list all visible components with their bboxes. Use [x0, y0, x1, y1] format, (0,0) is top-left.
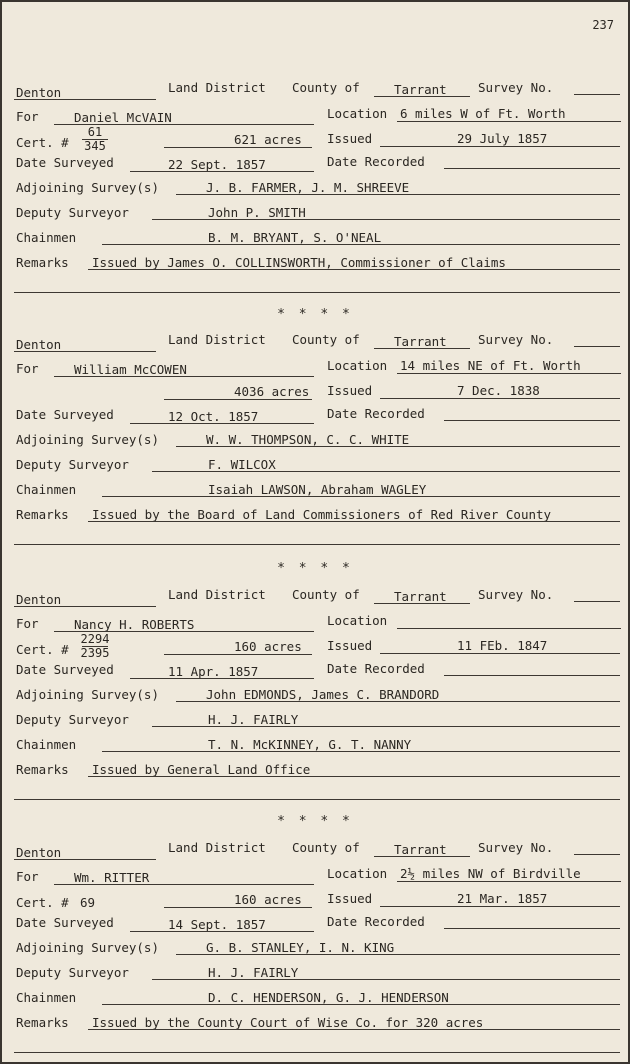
chainmen-label: Chainmen: [16, 737, 77, 752]
county-line: [374, 348, 470, 349]
location-label: Location: [327, 358, 388, 373]
for-value: Wm. RITTER: [74, 870, 150, 885]
county-line: [374, 603, 470, 604]
page-number: 237: [592, 18, 614, 32]
date-surveyed-value: 12 Oct. 1857: [168, 409, 259, 424]
remarks-line: [88, 521, 620, 522]
deputy-label: Deputy Surveyor: [16, 457, 129, 472]
cert-label: Cert. #: [16, 135, 69, 150]
deputy-line: [152, 979, 620, 980]
adjoining-line: [176, 701, 620, 702]
acres-line: [164, 654, 312, 655]
date-recorded-label: Date Recorded: [327, 406, 425, 421]
land-district-label: Land District: [168, 840, 266, 855]
adjoining-value: John EDMONDS, James C. BRANDORD: [206, 687, 440, 702]
cert-label: Cert. #: [16, 895, 69, 910]
district-line: [14, 859, 156, 860]
date-recorded-label: Date Recorded: [327, 914, 425, 929]
remarks-label: Remarks: [16, 762, 69, 777]
date-recorded-line: [444, 675, 620, 676]
issued-value: 11 FEb. 1847: [457, 638, 548, 653]
survey-no-label: Survey No.: [478, 587, 554, 602]
location-line: [397, 628, 621, 629]
remarks-value: Issued by James O. COLLINSWORTH, Commissioner of Claims: [92, 255, 506, 270]
remarks-label: Remarks: [16, 255, 69, 270]
remarks-line: [88, 776, 620, 777]
adjoining-line: [176, 194, 620, 195]
deputy-label: Deputy Surveyor: [16, 205, 129, 220]
date-surveyed-line: [130, 423, 314, 424]
remarks-line: [88, 269, 620, 270]
cert-numerator: 2294: [80, 632, 110, 646]
district-value: Denton: [16, 592, 62, 607]
adjoining-value: J. B. FARMER, J. M. SHREEVE: [206, 180, 410, 195]
district-line: [14, 99, 156, 100]
location-value: 14 miles NE of Ft. Worth: [400, 358, 581, 373]
district-value: Denton: [16, 85, 62, 100]
issued-value: 21 Mar. 1857: [457, 891, 548, 906]
acres-line: [164, 907, 312, 908]
deputy-value: H. J. FAIRLY: [208, 965, 299, 980]
land-district-label: Land District: [168, 587, 266, 602]
cert-denominator: 2395: [80, 646, 110, 660]
issued-label: Issued: [327, 891, 373, 906]
survey-no-line: [574, 854, 620, 855]
chainmen-line: [102, 751, 620, 752]
deputy-label: Deputy Surveyor: [16, 965, 129, 980]
location-value: 2½ miles NW of Birdville: [400, 866, 581, 881]
county-label: County of: [292, 332, 360, 347]
adjoining-label: Adjoining Survey(s): [16, 180, 159, 195]
county-line: [374, 856, 470, 857]
issued-value: 29 July 1857: [457, 131, 548, 146]
remarks-label: Remarks: [16, 1015, 69, 1030]
deputy-line: [152, 726, 620, 727]
issued-line: [380, 653, 620, 654]
date-recorded-line: [444, 928, 620, 929]
chainmen-value: T. N. McKINNEY, G. T. NANNY: [208, 737, 412, 752]
survey-no-label: Survey No.: [478, 332, 554, 347]
acres-value: 621 acres: [234, 132, 302, 147]
chainmen-label: Chainmen: [16, 990, 77, 1005]
location-label: Location: [327, 106, 388, 121]
county-label: County of: [292, 80, 360, 95]
for-value: Nancy H. ROBERTS: [74, 617, 195, 632]
county-value: Tarrant: [394, 842, 447, 857]
location-label: Location: [327, 613, 388, 628]
cert-label: Cert. #: [16, 642, 69, 657]
remarks-value: Issued by General Land Office: [92, 762, 311, 777]
for-label: For: [16, 109, 39, 124]
adjoining-label: Adjoining Survey(s): [16, 940, 159, 955]
issued-value: 7 Dec. 1838: [457, 383, 540, 398]
date-recorded-label: Date Recorded: [327, 154, 425, 169]
acres-value: 160 acres: [234, 639, 302, 654]
date-recorded-line: [444, 168, 620, 169]
date-surveyed-label: Date Surveyed: [16, 155, 114, 170]
for-label: For: [16, 869, 39, 884]
cert-numerator: 61: [87, 125, 103, 139]
cert-value: 69: [80, 895, 96, 910]
chainmen-label: Chainmen: [16, 482, 77, 497]
date-recorded-label: Date Recorded: [327, 661, 425, 676]
acres-line: [164, 147, 312, 148]
land-district-label: Land District: [168, 332, 266, 347]
separator-stars: * * * *: [277, 814, 353, 829]
location-line: [397, 881, 621, 882]
date-surveyed-value: 22 Sept. 1857: [168, 157, 266, 172]
survey-no-line: [574, 346, 620, 347]
separator-stars: * * * *: [277, 561, 353, 576]
county-value: Tarrant: [394, 589, 447, 604]
date-recorded-line: [444, 420, 620, 421]
county-label: County of: [292, 840, 360, 855]
remarks-line: [88, 1029, 620, 1030]
remarks-continuation-line: [14, 799, 620, 800]
location-line: [397, 121, 621, 122]
deputy-value: F. WILCOX: [208, 457, 276, 472]
adjoining-label: Adjoining Survey(s): [16, 432, 159, 447]
deputy-line: [152, 219, 620, 220]
adjoining-value: W. W. THOMPSON, C. C. WHITE: [206, 432, 410, 447]
remarks-continuation-line: [14, 292, 620, 293]
deputy-label: Deputy Surveyor: [16, 712, 129, 727]
survey-no-label: Survey No.: [478, 840, 554, 855]
district-line: [14, 606, 156, 607]
county-value: Tarrant: [394, 334, 447, 349]
acres-value: 160 acres: [234, 892, 302, 907]
date-surveyed-line: [130, 931, 314, 932]
for-value: Daniel McVAIN: [74, 110, 172, 125]
date-surveyed-label: Date Surveyed: [16, 662, 114, 677]
cert-denominator: 345: [84, 139, 106, 153]
deputy-value: John P. SMITH: [208, 205, 306, 220]
deputy-value: H. J. FAIRLY: [208, 712, 299, 727]
location-value: 6 miles W of Ft. Worth: [400, 106, 566, 121]
county-line: [374, 96, 470, 97]
district-value: Denton: [16, 337, 62, 352]
chainmen-line: [102, 496, 620, 497]
chainmen-value: Isaiah LAWSON, Abraham WAGLEY: [208, 482, 427, 497]
remarks-value: Issued by the County Court of Wise Co. for 320 acres: [92, 1015, 484, 1030]
district-value: Denton: [16, 845, 62, 860]
remarks-continuation-line: [14, 544, 620, 545]
for-label: For: [16, 616, 39, 631]
remarks-label: Remarks: [16, 507, 69, 522]
adjoining-line: [176, 446, 620, 447]
remarks-value: Issued by the Board of Land Commissioners of Red River County: [92, 507, 552, 522]
location-label: Location: [327, 866, 388, 881]
for-line: [54, 884, 314, 885]
adjoining-value: G. B. STANLEY, I. N. KING: [206, 940, 395, 955]
issued-line: [380, 906, 620, 907]
issued-label: Issued: [327, 383, 373, 398]
county-value: Tarrant: [394, 82, 447, 97]
separator-stars: * * * *: [277, 307, 353, 322]
date-surveyed-line: [130, 678, 314, 679]
acres-line: [164, 399, 312, 400]
survey-no-label: Survey No.: [478, 80, 554, 95]
date-surveyed-value: 11 Apr. 1857: [168, 664, 259, 679]
issued-line: [380, 146, 620, 147]
chainmen-label: Chainmen: [16, 230, 77, 245]
issued-line: [380, 398, 620, 399]
chainmen-line: [102, 1004, 620, 1005]
acres-value: 4036 acres: [234, 384, 310, 399]
county-label: County of: [292, 587, 360, 602]
date-surveyed-value: 14 Sept. 1857: [168, 917, 266, 932]
cert-fraction: [80, 633, 110, 660]
for-value: William McCOWEN: [74, 362, 187, 377]
adjoining-label: Adjoining Survey(s): [16, 687, 159, 702]
deputy-line: [152, 471, 620, 472]
chainmen-line: [102, 244, 620, 245]
for-line: [54, 376, 314, 377]
district-line: [14, 351, 156, 352]
survey-no-line: [574, 601, 620, 602]
chainmen-value: D. C. HENDERSON, G. J. HENDERSON: [208, 990, 449, 1005]
remarks-continuation-line: [14, 1052, 620, 1053]
land-district-label: Land District: [168, 80, 266, 95]
location-line: [397, 373, 621, 374]
survey-no-line: [574, 94, 620, 95]
issued-label: Issued: [327, 638, 373, 653]
cert-fraction: [80, 126, 110, 153]
date-surveyed-label: Date Surveyed: [16, 915, 114, 930]
chainmen-value: B. M. BRYANT, S. O'NEAL: [208, 230, 382, 245]
issued-label: Issued: [327, 131, 373, 146]
date-surveyed-line: [130, 171, 314, 172]
for-label: For: [16, 361, 39, 376]
date-surveyed-label: Date Surveyed: [16, 407, 114, 422]
adjoining-line: [176, 954, 620, 955]
